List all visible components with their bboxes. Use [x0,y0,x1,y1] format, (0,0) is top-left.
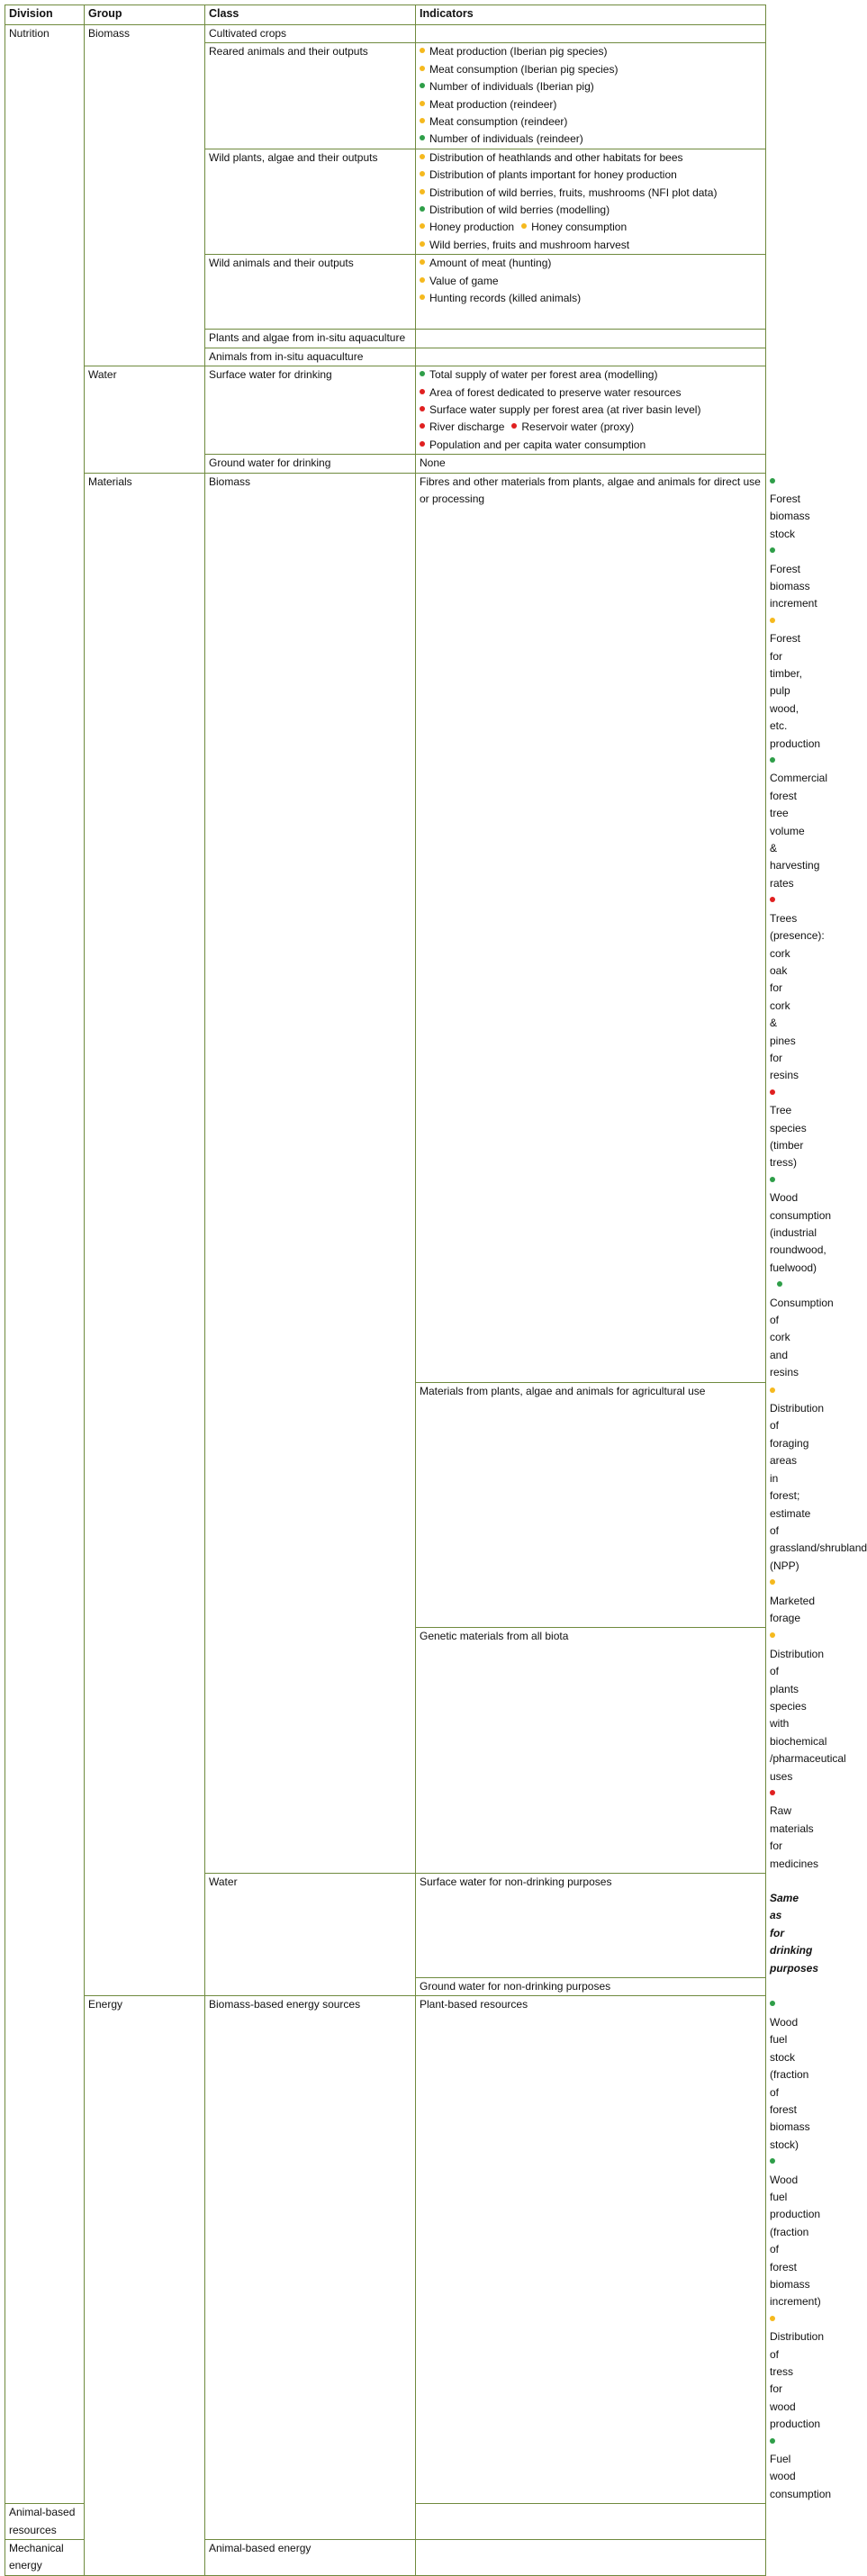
red-dot-icon [770,1790,775,1795]
header-class: Class [205,5,416,25]
indicator-line [420,61,762,78]
indicator-text: Distribution of plants important for honey production [429,168,677,182]
yellow-dot-icon [770,618,775,623]
group-cell: Water [85,366,205,473]
header-indicators: Indicators [416,5,766,25]
green-dot-icon [770,2438,775,2444]
header-group: Group [85,5,205,25]
indicator-text: Population and per capita water consumption [429,438,646,451]
yellow-dot-icon [420,277,425,283]
indicator-text: Meat production (reindeer) [429,97,557,111]
indicators-cell [416,255,766,330]
indicator-text: Marketed forage [770,1594,816,1624]
green-dot-icon [420,83,425,88]
indicator-text: Honey consumption [531,221,628,234]
indicator-text: Distribution of wild berries (modelling) [429,203,610,217]
group-cell: Mechanical energy [5,2540,85,2576]
indicator-line [420,437,762,454]
red-dot-icon [770,1089,775,1095]
indicator-text: Commercial forest tree volume & harvesting rates [770,772,828,890]
class-cell: Surface water for non-drinking purposes [416,1874,766,1978]
indicator-text: Honey production [429,221,515,234]
table-row [5,366,766,455]
indicator-text: Trees (presence): cork oak for cork & pines for resins [770,911,825,1082]
indicators-cell [416,25,766,43]
indicators-cell [416,2504,766,2540]
red-dot-icon [770,897,775,902]
class-cell: Reared animals and their outputs [205,43,416,149]
division-cell: Energy [85,1996,205,2575]
green-dot-icon [420,135,425,140]
indicator-text: Fuel wood consumption [770,2453,832,2500]
indicator-text: Forest for timber, pulp wood, etc. production [770,632,821,750]
class-cell: Ground water for non-drinking purposes [416,1978,766,1996]
indicator-text: Value of game [429,274,499,287]
yellow-dot-icon [521,223,527,229]
indicator-line [420,273,762,290]
indicator-text: Reservoir water (proxy) [521,420,635,434]
indicator-text: Wood fuel stock (fraction of forest biomass stock) [770,2015,810,2151]
yellow-dot-icon [420,118,425,123]
class-cell: Plants and algae from in-situ aquaculture [205,330,416,348]
green-dot-icon [770,757,775,763]
class-cell: Wild animals and their outputs [205,255,416,330]
division-cell: Materials [85,473,205,1996]
indicators-cell [416,455,766,473]
indicator-text: Number of individuals (reindeer) [429,132,583,146]
indicator-text: Wood fuel production (fraction of forest biomass increment) [770,2173,821,2309]
indicators-cell [416,2540,766,2576]
indicator-line [420,419,762,436]
yellow-dot-icon [420,154,425,159]
indicator-text: Surface water supply per forest area (at river basin level) [429,402,701,416]
yellow-dot-icon [770,2316,775,2321]
table-row [5,1996,766,2504]
yellow-dot-icon [770,1579,775,1585]
indicator-text: Hunting records (killed animals) [429,292,582,305]
yellow-dot-icon [420,171,425,176]
indicator-text: Amount of meat (hunting) [429,257,552,270]
table-row [5,25,766,43]
indicator-text: Total supply of water per forest area (modelling) [429,368,658,382]
green-dot-icon [770,547,775,553]
group-cell: Water [205,1874,416,1996]
table-row [5,473,766,1382]
indicator-text: Same as for drinking purposes [770,1892,819,1975]
indicator-line [420,455,762,472]
indicator-text: Wood consumption (industrial roundwood, fuelwood) [770,1191,832,1274]
indicator-line [420,131,762,148]
indicator-line [420,185,762,202]
yellow-dot-icon [420,259,425,265]
yellow-dot-icon [420,48,425,53]
indicator-text: Meat production (Iberian pig species) [429,45,608,59]
green-dot-icon [770,2158,775,2164]
class-cell: Animal-based energy [205,2540,416,2576]
class-cell: Fibres and other materials from plants, algae and animals for direct use or processing [416,473,766,1382]
class-cell: Genetic materials from all biota [416,1628,766,1874]
yellow-dot-icon [420,66,425,71]
green-dot-icon [770,1177,775,1182]
indicator-text: Meat consumption (Iberian pig species) [429,62,619,76]
red-dot-icon [420,389,425,394]
yellow-dot-icon [420,241,425,247]
indicator-line [420,366,762,384]
indicator-text: Distribution of foraging areas in forest; estimate of grassland/shrubland (NPP) [770,1402,867,1572]
yellow-dot-icon [770,1387,775,1393]
indicator-text: Wild berries, fruits and mushroom harvest [429,238,630,251]
class-cell: Animals from in-situ aquaculture [205,348,416,366]
indicator-text: Distribution of heathlands and other habitats for bees [429,150,683,164]
indicator-text: None [420,456,446,470]
indicator-line [420,402,762,419]
class-cell: Plant-based resources [416,1996,766,2504]
indicator-text: Number of individuals (Iberian pig) [429,80,594,94]
green-dot-icon [420,371,425,376]
indicator-line [420,237,762,254]
green-dot-icon [420,206,425,212]
yellow-dot-icon [420,101,425,106]
indicator-line [420,43,762,60]
header-division: Division [5,5,85,25]
indicator-text: Distribution of tress for wood production [770,2330,825,2431]
indicators-table [5,5,867,2576]
yellow-dot-icon [420,189,425,194]
indicator-line [420,202,762,219]
indicator-line [420,78,762,95]
group-cell: Biomass-based energy sources [205,1996,416,2540]
indicator-line [420,219,762,236]
yellow-dot-icon [420,294,425,300]
indicator-text: Distribution of plants species with biochemical /pharmaceutical uses [770,1647,846,1783]
class-cell: Wild plants, algae and their outputs [205,149,416,254]
indicators-cell [416,43,766,149]
table-header-row [5,5,766,25]
indicator-line [420,96,762,113]
yellow-dot-icon [420,223,425,229]
indicator-text: Raw materials for medicines [770,1804,819,1870]
indicator-line [420,255,762,272]
class-cell: Ground water for drinking [205,455,416,473]
group-cell: Biomass [85,25,205,366]
indicators-cell [416,348,766,366]
class-cell: Animal-based resources [5,2504,85,2540]
indicator-line [420,167,762,184]
indicator-text: Distribution of wild berries, fruits, mushrooms (NFI plot data) [429,185,718,199]
red-dot-icon [420,406,425,411]
division-cell: Nutrition [5,25,85,2504]
yellow-dot-icon [770,1632,775,1638]
class-cell: Cultivated crops [205,25,416,43]
table-body [5,25,867,2576]
group-cell: Biomass [205,473,416,1874]
indicator-line [420,384,762,402]
red-dot-icon [420,441,425,447]
indicators-cell [416,149,766,254]
green-dot-icon [770,478,775,484]
red-dot-icon [511,423,517,429]
class-cell: Materials from plants, algae and animals for agricultural use [416,1382,766,1628]
green-dot-icon [777,1281,782,1287]
indicator-line [420,149,762,167]
indicators-cell [416,330,766,348]
indicator-text: Forest biomass increment [770,562,817,610]
red-dot-icon [420,423,425,429]
indicators-cell [416,366,766,455]
indicator-text: River discharge [429,420,505,434]
indicator-text: Meat consumption (reindeer) [429,115,568,129]
class-cell: Surface water for drinking [205,366,416,455]
indicator-text: Consumption of cork and resins [770,1296,834,1379]
indicator-text: Forest biomass stock [770,492,810,540]
indicator-line [420,113,762,131]
indicator-line [420,290,762,307]
indicator-text: Tree species (timber tress) [770,1104,807,1170]
indicator-text: Area of forest dedicated to preserve water resources [429,385,682,399]
green-dot-icon [770,2001,775,2006]
